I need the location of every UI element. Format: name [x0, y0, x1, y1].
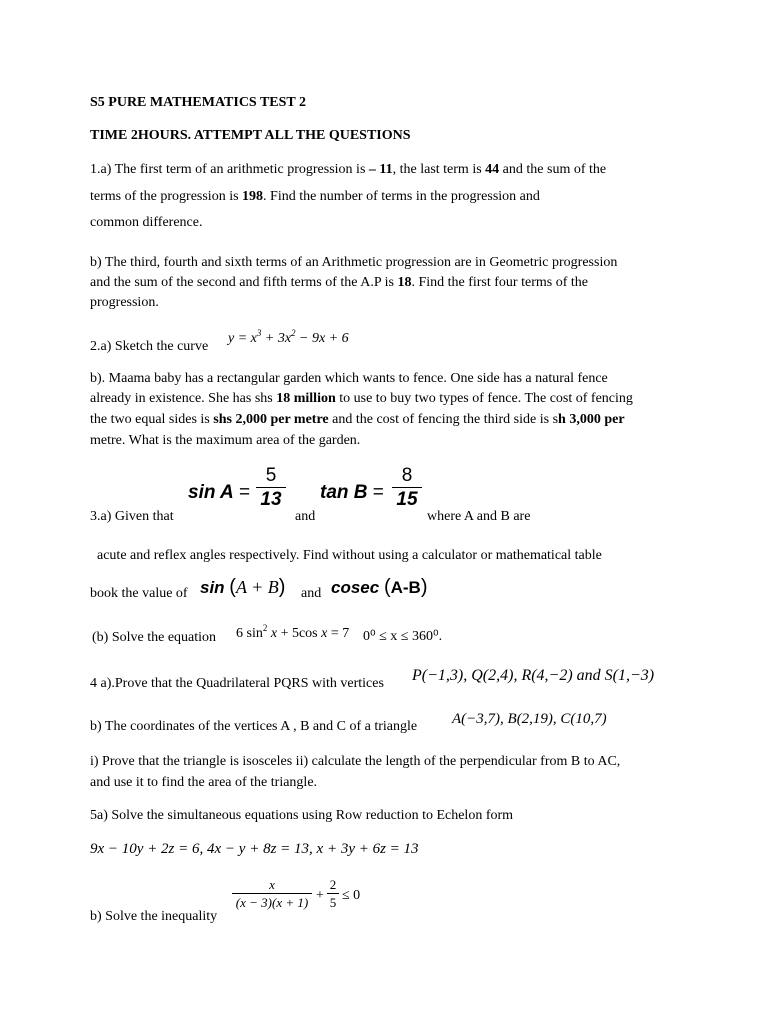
sin-denominator: 13	[260, 489, 282, 510]
q4a-label: 4 a).Prove that the Quadrilateral PQRS with vertices	[90, 676, 384, 691]
trig-equation: 6 $\sin^2 x + 5\cos$ x = 7	[236, 623, 350, 641]
first-term: – 11	[368, 162, 393, 177]
q2b-line-4: metre. What is the maximum area of the garden.	[90, 433, 361, 448]
triangle-vertices: A(−3,7), B(2,19), C(10,7)	[452, 711, 607, 727]
q1b-line-1: b) The third, fourth and sixth terms of an Arithmetic progression are in Geometric progression	[90, 255, 618, 270]
q2b-line-2	[90, 392, 633, 406]
tan-b-text: tan B	[320, 482, 368, 503]
fraction-denominator: (x − 3)(x + 1)	[235, 895, 309, 910]
sin-a-fraction	[256, 466, 286, 509]
simultaneous-equations: 9x − 10y + 2z = 6, 4x − y + 8z = 13, x + 3y + 6z = 13	[90, 841, 419, 857]
inequality-relation: ≤ 0	[342, 888, 361, 903]
text: and the sum of the second and fifth terms of the A.P is	[90, 275, 398, 290]
sin-numerator: 5	[265, 465, 277, 486]
sin-argument: A + B	[235, 577, 279, 597]
fraction-denominator: 5	[329, 895, 337, 910]
tan-denominator: 15	[396, 489, 418, 510]
fraction-bar	[256, 487, 286, 488]
text: . Find the first four terms of the	[411, 275, 588, 290]
budget-value: 18 million	[276, 391, 336, 406]
plus-sign: +	[316, 888, 324, 903]
sin-expression: sin (A + B)	[200, 576, 286, 598]
tan-b-label: tan B =	[320, 482, 384, 503]
inequality-fraction-1	[232, 878, 312, 909]
cosec-expression: cosec (A-B)	[331, 576, 428, 598]
sum-value: 198	[242, 189, 264, 204]
sin-fn: sin	[200, 578, 225, 597]
q2b-line-3	[90, 413, 625, 427]
test-title: S5 PURE MATHEMATICS TEST 2	[90, 95, 307, 110]
curve-equation: $y = x^3 + 3x^2 - 9x + 6$	[228, 328, 349, 346]
tan-b-fraction	[392, 466, 422, 509]
last-term: 44	[485, 162, 500, 177]
q3a-line-2: acute and reflex angles respectively. Find without using a calculator or mathematical table	[97, 548, 602, 563]
cost-value: shs 2,000 per metre	[213, 412, 329, 427]
where-text: where A and B are	[427, 509, 531, 524]
quadrilateral-vertices: P(−1,3), Q(2,4), R(4,−2) and S(1,−3)	[412, 667, 655, 684]
cosec-fn: cosec	[331, 578, 380, 597]
q1a-line-2	[90, 190, 540, 204]
text: . Find the number of terms in the progression and	[263, 189, 540, 204]
cost-value: h 3,000 per	[558, 412, 625, 427]
q1a-line-1	[90, 163, 606, 177]
sin-a-text: sin A	[188, 482, 234, 503]
sin-a-label: sin A =	[188, 482, 251, 503]
q1b-line-2	[90, 276, 588, 290]
q5b-label: b) Solve the inequality	[90, 909, 218, 924]
q1a-line-3: common difference.	[90, 215, 203, 230]
text: the two equal sides is	[90, 412, 214, 427]
fraction-bar	[392, 487, 422, 488]
q4b-line-3: and use it to find the area of the triangle.	[90, 775, 318, 790]
tan-numerator: 8	[401, 465, 413, 486]
q1b-line-3: progression.	[90, 295, 159, 310]
text: terms of the progression is	[90, 189, 243, 204]
and-word-2: and	[301, 586, 322, 601]
text: 1.a) The first term of an arithmetic progression is	[90, 162, 369, 177]
fraction-bar	[232, 893, 312, 894]
text: and the cost of fencing the third side is s	[328, 412, 559, 427]
q3b-label: (b) Solve the equation	[92, 630, 217, 645]
cosec-argument: A-B	[390, 578, 421, 597]
inequality-fraction-2	[327, 878, 339, 909]
and-word: and	[295, 509, 316, 524]
q4b-label: b) The coordinates of the vertices A , B and C of a triangle	[90, 719, 418, 734]
sum-value: 18	[397, 275, 412, 290]
text: and the sum of the	[499, 162, 607, 177]
q5a-label: 5a) Solve the simultaneous equations using Row reduction to Echelon form	[90, 808, 514, 823]
q2a-label: 2.a) Sketch the curve	[90, 339, 209, 354]
q3a-label: 3.a) Given that	[90, 509, 174, 524]
fraction-numerator: x	[269, 877, 275, 892]
q4b-line-2: i) Prove that the triangle is isosceles ii) calculate the length of the perpendicular from B to AC,	[90, 754, 621, 769]
text: to use to buy two types of fence. The cost of fencing	[335, 391, 633, 406]
fraction-numerator: 2	[329, 877, 337, 892]
q3a-line-3: book the value of	[90, 586, 188, 601]
angle-range: 0⁰ ≤ x ≤ 360⁰.	[363, 629, 443, 644]
fraction-bar	[327, 893, 339, 894]
text: already in existence. She has shs	[90, 391, 277, 406]
q2b-line-1: b). Maama baby has a rectangular garden which wants to fence. One side has a natural fence	[90, 371, 608, 386]
test-instructions: TIME 2HOURS. ATTEMPT ALL THE QUESTIONS	[90, 128, 411, 143]
text: , the last term is	[392, 162, 486, 177]
